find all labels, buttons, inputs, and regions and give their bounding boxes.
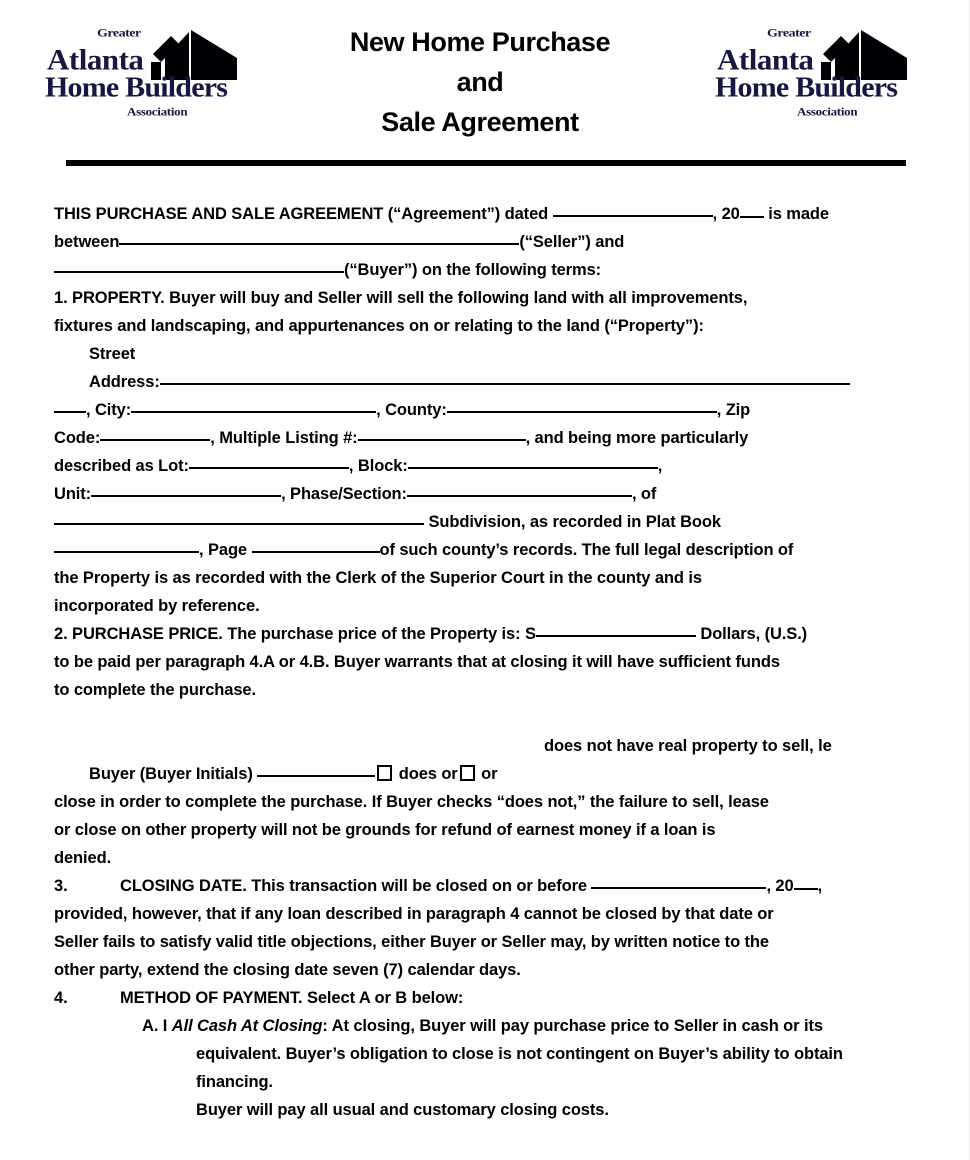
- street-address-blank[interactable]: [160, 369, 850, 385]
- buyer-initials-blank[interactable]: [257, 761, 375, 777]
- section-4-heading: METHOD OF PAYMENT.: [120, 989, 303, 1007]
- section-2-line-1: [54, 620, 926, 648]
- section-3-number: 3.: [54, 877, 68, 895]
- zipcode-mls-line: [54, 424, 926, 452]
- does-or-label: does or: [394, 765, 458, 783]
- title-line-2: and: [456, 67, 504, 97]
- unit-phase-line: [54, 480, 926, 508]
- year-blank[interactable]: [740, 204, 764, 218]
- document-header: [0, 0, 969, 150]
- city-blank[interactable]: [131, 397, 376, 413]
- closing-date-blank[interactable]: [591, 873, 766, 889]
- city-county-line: [54, 396, 926, 424]
- subdivision-line: [54, 508, 926, 536]
- section-3-line-4: other party, extend the closing date seven (7) calendar days.: [54, 961, 521, 979]
- logo-home-builders-text: Home Builders: [715, 71, 898, 104]
- section-2-heading: 2. PURCHASE PRICE.: [54, 625, 223, 643]
- logo-association-text: Association: [127, 105, 188, 118]
- floating-does-not-line: does not have real property to sell, le: [544, 737, 832, 755]
- intro-line-2: [54, 228, 926, 256]
- section-2-text-b: Dollars, (U.S.): [695, 625, 808, 643]
- section-3-line-1: [54, 872, 926, 900]
- address-label: Address:: [89, 373, 160, 391]
- intro-text-c: is made: [763, 205, 829, 223]
- does-not-checkbox[interactable]: [460, 765, 475, 781]
- option-a-line-2: equivalent. Buyer’s obligation to close is not contingent on Buyer’s ability to obtain: [196, 1045, 843, 1063]
- intro-text-a: THIS PURCHASE AND SALE AGREEMENT (“Agreement”) dated: [54, 205, 549, 223]
- block-tail: ,: [657, 457, 663, 475]
- logo-atlanta-text: Atlanta: [47, 42, 144, 77]
- section-3-text-c: ,: [817, 877, 823, 895]
- address-line: [54, 368, 926, 396]
- header-divider-rule: [66, 160, 906, 166]
- section-1-line-2: fixtures and landscaping, and appurtenances on or relating to the land (“Property”):: [54, 317, 704, 335]
- logo-atlanta-text: Atlanta: [717, 42, 814, 77]
- unit-blank[interactable]: [91, 481, 281, 497]
- zip-code-blank[interactable]: [100, 425, 210, 441]
- section-3-line-3: Seller fails to satisfy valid title objections, either Buyer or Seller may, by written notice to the: [54, 933, 769, 951]
- code-label: Code:: [54, 429, 101, 447]
- section-4-heading-rest: Select A or B below:: [302, 989, 464, 1007]
- phase-tail: , of: [631, 485, 657, 503]
- date-blank[interactable]: [553, 201, 713, 217]
- buyer-initials-label: Buyer (Buyer Initials): [89, 765, 253, 783]
- intro-line-3: [54, 256, 926, 284]
- seller-tag: (“Seller”) and: [519, 233, 625, 251]
- does-checkbox[interactable]: [377, 765, 392, 781]
- between-label: between: [54, 233, 120, 251]
- seller-name-blank[interactable]: [119, 229, 519, 245]
- block-blank[interactable]: [408, 453, 658, 469]
- buyer-name-blank[interactable]: [54, 257, 344, 273]
- buyer-initials-line: [54, 760, 926, 788]
- page-blank[interactable]: [252, 537, 380, 553]
- logo-greater-text: Greater: [767, 27, 811, 40]
- option-a-line-3: financing.: [196, 1073, 273, 1091]
- zip-label: , Zip: [716, 401, 751, 419]
- buyer-tag: (“Buyer”) on the following terms:: [344, 261, 602, 279]
- option-a-title: All Cash At Closing: [171, 1017, 323, 1035]
- county-label: , County:: [376, 401, 447, 419]
- mls-number-blank[interactable]: [358, 425, 526, 441]
- logo-association-text: Association: [797, 105, 858, 118]
- page-title: [255, 22, 705, 142]
- page-label: , Page: [199, 541, 248, 559]
- logo-right: [715, 24, 910, 134]
- plat-page-line: [54, 536, 926, 564]
- section-3-text-b: , 20: [766, 877, 794, 895]
- document-body: [54, 200, 926, 1124]
- section-3-text-a: This transaction will be closed on or before: [246, 877, 587, 895]
- phase-section-blank[interactable]: [407, 481, 632, 497]
- clerk-line: the Property is as recorded with the Clerk of the Superior Court in the county and is: [54, 569, 702, 587]
- logo-home-builders-text: Home Builders: [45, 71, 228, 104]
- block-label: , Block:: [348, 457, 408, 475]
- purchase-price-blank[interactable]: [536, 621, 696, 637]
- section-2-line-2: to be paid per paragraph 4.A or 4.B. Buyer warrants that at closing it will have sufficient funds: [54, 653, 780, 671]
- section-2-line-3: to complete the purchase.: [54, 681, 256, 699]
- address-cont-blank[interactable]: [54, 397, 86, 413]
- mls-tail: , and being more particularly: [525, 429, 749, 447]
- intro-line-1: [54, 200, 926, 228]
- section-3-line-2: provided, however, that if any loan described in paragraph 4 cannot be closed by that date or: [54, 905, 774, 923]
- unit-label: Unit:: [54, 485, 92, 503]
- intro-text-b: , 20: [712, 205, 740, 223]
- subdivision-blank[interactable]: [54, 509, 424, 525]
- initials-line-2: close in order to complete the purchase. If Buyer checks “does not,” the failure to sell, lease: [54, 793, 769, 811]
- section-4-line-1: [54, 984, 926, 1012]
- section-3-heading: CLOSING DATE.: [120, 877, 247, 895]
- title-line-1: New Home Purchase: [349, 27, 611, 57]
- mls-label: , Multiple Listing #:: [210, 429, 358, 447]
- closing-year-blank[interactable]: [794, 876, 818, 890]
- phase-label: , Phase/Section:: [281, 485, 407, 503]
- lot-blank[interactable]: [189, 453, 349, 469]
- county-blank[interactable]: [447, 397, 717, 413]
- option-a-line-1: [54, 1012, 926, 1040]
- initials-line-4: denied.: [54, 849, 112, 867]
- incorporated-line: incorporated by reference.: [54, 597, 260, 615]
- logo-greater-text: Greater: [97, 27, 141, 40]
- section-1-line-1: [54, 284, 926, 312]
- city-label: , City:: [86, 401, 132, 419]
- street-label: Street: [89, 345, 136, 363]
- section-4-number: 4.: [54, 989, 68, 1007]
- section-2-text-a: The purchase price of the Property is: S: [222, 625, 536, 643]
- lot-label: described as Lot:: [54, 457, 189, 475]
- subdivision-tail: Subdivision, as recorded in Plat Book: [424, 513, 721, 531]
- logo-left: [45, 24, 245, 134]
- option-a-label: A. I: [142, 1017, 168, 1035]
- section-1-heading: 1. PROPERTY.: [54, 289, 165, 307]
- option-a-line-4: Buyer will pay all usual and customary closing costs.: [196, 1101, 609, 1119]
- title-line-3: Sale Agreement: [381, 107, 579, 137]
- option-a-text: : At closing, Buyer will pay purchase price to Seller in cash or its: [322, 1017, 823, 1035]
- page-tail: of such county’s records. The full legal description of: [379, 541, 794, 559]
- paragraph-spacer: [54, 704, 926, 732]
- lot-block-line: [54, 452, 926, 480]
- section-1-text: Buyer will buy and Seller will sell the following land with all improvements,: [164, 289, 748, 307]
- plat-book-blank[interactable]: [54, 537, 199, 553]
- initials-line-3: or close on other property will not be grounds for refund of earnest money if a loan is: [54, 821, 716, 839]
- or-label: or: [476, 765, 498, 783]
